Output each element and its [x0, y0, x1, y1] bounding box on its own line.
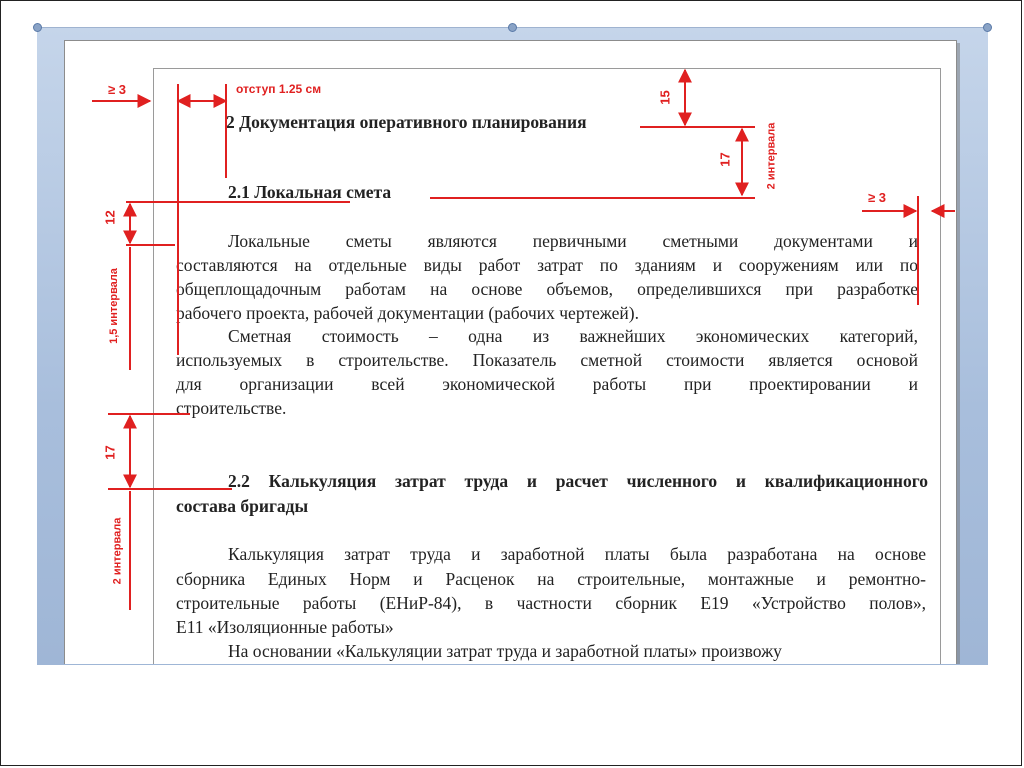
selection-handle-top-right[interactable] [983, 23, 992, 32]
line-spacing-label: 1,5 интервала [107, 268, 120, 344]
paragraph-3-line: Е11 «Изоляционные работы» [176, 617, 394, 637]
two-intervals-top-label: 2 интервала [765, 122, 778, 190]
heading-section-2-2-cont: состава бригады [176, 496, 309, 516]
gap-17-left-label: 17 [102, 445, 118, 460]
gap-17-top-label: 17 [717, 152, 733, 167]
paragraph-1-line: рабочего проекта, рабочей документации (рабочих чертежей). [176, 303, 639, 323]
paragraph-3-line: Калькуляция затрат труда и заработной платы была разработана на основе [228, 544, 926, 564]
paragraph-2-line: Сметная стоимость – одна из важнейших экономических категорий, [228, 326, 918, 346]
heading-section-2-1: 2.1 Локальная смета [228, 182, 392, 202]
paragraph-4-line: На основании «Калькуляции затрат труда и заработной платы» произвожу [228, 641, 782, 661]
paragraph-3-line: сборника Единых Норм и Расценок на строительные, монтажные и ремонтно- [176, 569, 926, 589]
indent-label: отступ 1.25 см [236, 82, 322, 96]
top-15-label: 15 [657, 90, 673, 105]
gap-12-label: 12 [102, 210, 118, 225]
left-margin-label: ≥ 3 [108, 82, 126, 97]
paragraph-1-line: Локальные сметы являются первичными сметными документами и [228, 231, 918, 251]
paragraph-2-line: строительстве. [176, 398, 287, 418]
heading-section-2: 2 Документация оперативного планирования [226, 112, 587, 132]
two-intervals-left-label: 2 интервала [111, 517, 124, 585]
right-margin-label: ≥ 3 [868, 190, 886, 205]
paragraph-2-line: используемых в строительстве. Показатель сметной стоимости является основой [176, 350, 918, 370]
selection-handle-top-center[interactable] [508, 23, 517, 32]
selection-handle-top-left[interactable] [33, 23, 42, 32]
paragraph-1-line: общеплощадочным работам на основе объемов, определившихся при разработке [176, 279, 918, 299]
paragraph-2-line: для организации всей экономической работы при проектировании и [176, 374, 918, 394]
paragraph-3-line: строительные работы (ЕНиР-84), в частности сборник Е19 «Устройство полов», [176, 593, 926, 613]
heading-section-2-2: 2.2 Калькуляция затрат труда и расчет численного и квалификационного [228, 471, 928, 491]
paragraph-1-line: составляются на отдельные виды работ затрат по зданиям и сооружениям или по [176, 255, 918, 275]
